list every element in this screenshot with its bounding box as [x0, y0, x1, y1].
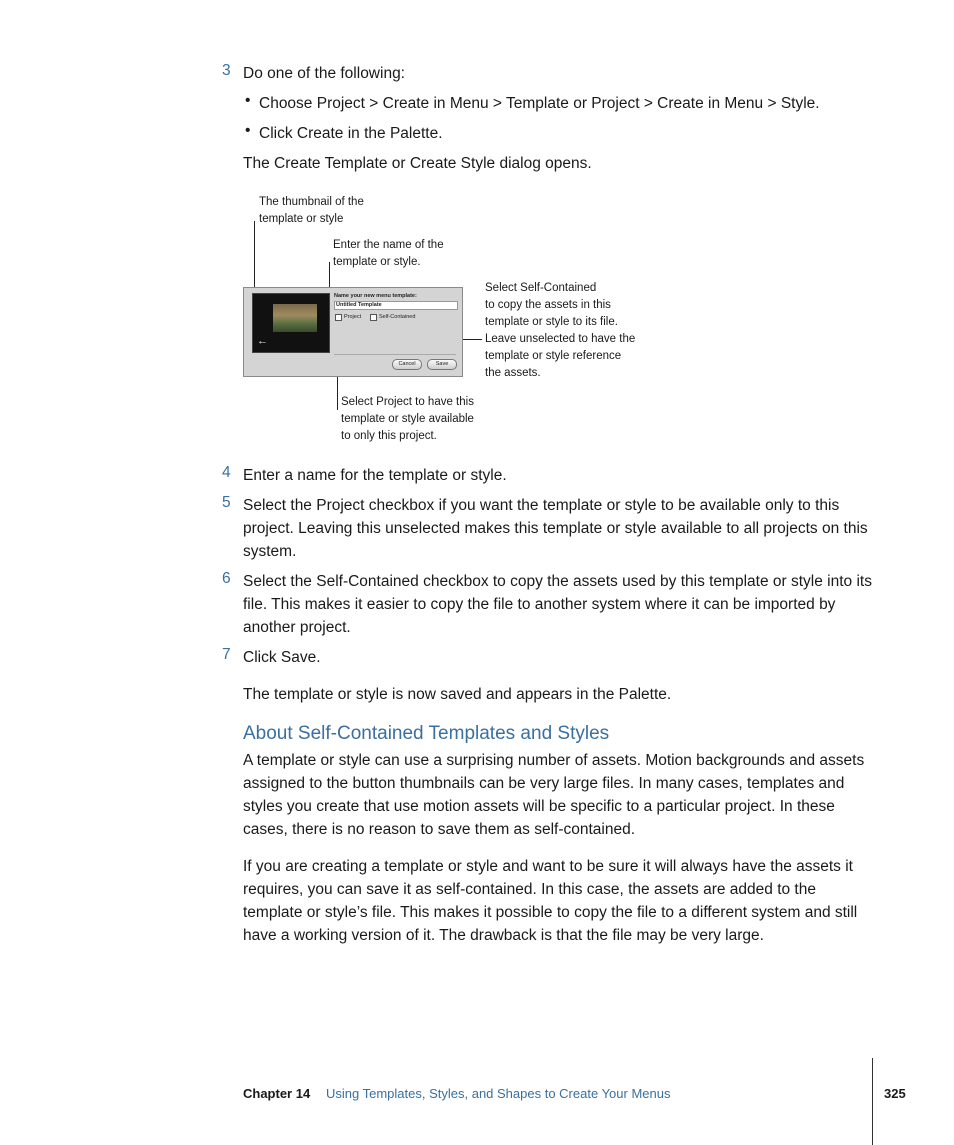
step-7-text: Click Save.: [243, 649, 321, 666]
callout-line: to copy the assets in this: [485, 299, 611, 311]
cancel-button[interactable]: Cancel: [392, 359, 422, 370]
step-5-text: Select the Project checkbox if you want the template or style to be available only to this project. Leaving this unselected makes this template or style available to all projects on this system.: [243, 497, 868, 560]
callout-line: Enter the name of the: [333, 239, 444, 251]
leader-line-thumbnail: [254, 221, 255, 296]
bullet-marker: •: [245, 122, 251, 139]
project-checkbox[interactable]: [335, 314, 342, 321]
step-3-text: Do one of the following:: [243, 65, 405, 82]
footer-chapter-title: Using Templates, Styles, and Shapes to Create Your Menus: [326, 1086, 671, 1101]
step-4-number: 4: [222, 464, 231, 481]
dialog-divider: [334, 354, 456, 355]
callout-selfcontained: [485, 280, 635, 382]
create-template-dialog: [243, 287, 463, 377]
back-arrow-icon: ←: [257, 335, 268, 347]
bullet-item-1: Choose Project > Create in Menu > Template or Project > Create in Menu > Style.: [259, 95, 820, 112]
callout-line: Select Project to have this: [341, 396, 474, 408]
thumbnail-image: [273, 304, 317, 332]
step-7-result: The template or style is now saved and appears in the Palette.: [243, 686, 672, 703]
selfcontained-checkbox-label: Self-Contained: [379, 314, 416, 320]
bullet-marker: •: [245, 92, 251, 109]
callout-line: template or style.: [333, 256, 421, 268]
step-6-text: Select the Self-Contained checkbox to copy the assets used by this template or style into its file. This makes it easier to copy the file to another system where it can be imported by another project.: [243, 573, 872, 636]
step-3-result: The Create Template or Create Style dialog opens.: [243, 155, 592, 172]
section-paragraph-1: A template or style can use a surprising number of assets. Motion backgrounds and assets assigned to the button thumbnails can be very large files. In many cases, templates and styles you create that use motion assets will be specific to a particular project. In these cases, there is no reason to save them as self-contained.: [243, 752, 865, 838]
section-paragraph-2: If you are creating a template or style and want to be sure it will always have the assets it requires, you can save it as self-contained. In this case, the assets are added to the template or style’s file. This makes it possible to copy the file to a different system and still have a working version of it. The drawback is that the file may be very large.: [243, 858, 858, 944]
bullet-item-2: Click Create in the Palette.: [259, 125, 443, 142]
callout-line: template or style: [259, 213, 344, 225]
step-3-number: 3: [222, 62, 231, 79]
callout-line: the assets.: [485, 367, 541, 379]
step-5-number: 5: [222, 494, 231, 511]
step-7-number: 7: [222, 646, 231, 663]
step-6-number: 6: [222, 570, 231, 587]
callout-name: [333, 237, 444, 271]
selfcontained-checkbox[interactable]: [370, 314, 377, 321]
callout-thumbnail: [259, 194, 364, 228]
callout-line: template or style reference: [485, 350, 622, 362]
callout-line: template or style available: [341, 413, 474, 425]
dialog-prompt: Name your new menu template:: [334, 293, 417, 299]
footer-divider: [872, 1058, 873, 1145]
project-checkbox-label: Project: [344, 314, 362, 320]
callout-project: [341, 394, 474, 445]
template-name-value: Untitled Template: [336, 302, 382, 308]
callout-line: The thumbnail of the: [259, 196, 364, 208]
page-number: 325: [884, 1086, 906, 1101]
callout-line: template or style to its file.: [485, 316, 618, 328]
callout-line: Select Self-Contained: [485, 282, 597, 294]
step-4-text: Enter a name for the template or style.: [243, 467, 507, 484]
callout-line: to only this project.: [341, 430, 437, 442]
save-button[interactable]: Save: [427, 359, 457, 370]
template-name-input[interactable]: [334, 301, 458, 310]
callout-line: Leave unselected to have the: [485, 333, 636, 345]
footer-chapter: Chapter 14: [243, 1086, 311, 1101]
section-heading: About Self-Contained Templates and Styles: [243, 723, 610, 744]
template-thumbnail: [252, 293, 330, 353]
